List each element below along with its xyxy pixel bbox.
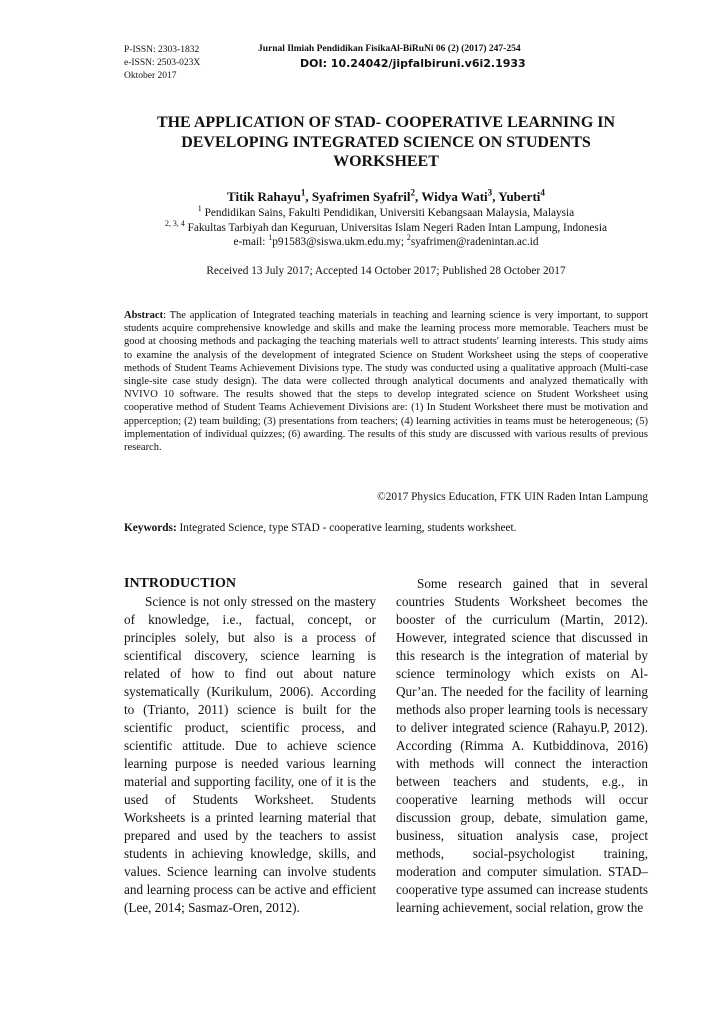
author-sep: ,	[415, 189, 422, 204]
email-sup: 2	[406, 233, 411, 243]
author-name: Widya Wati	[421, 189, 488, 204]
affiliations	[124, 206, 648, 250]
author-sup: 3	[487, 187, 493, 198]
keywords	[124, 522, 648, 534]
eissn: e-ISSN: 2503-023X	[124, 58, 201, 68]
copyright-line: ©2017 Physics Education, FTK UIN Raden Intan Lampung	[377, 491, 648, 503]
intro-paragraph-1: Science is not only stressed on the mastery of knowledge, i.e., factual, concept, or principles solely, but also is a process of scientifical discovery, science learning is related of how to find out about nature systematically (Kurikulum, 2006). According to (Trianto, 2011) science is built for the scientific product, scientific process, and scientific attitude. Due to achieve science learning purpose is needed various learning material and supporting facility, one of it is the used of Students Worksheet. Students Worksheets is a printed learning material that prepared and used by the teachers to assist students in achieving knowledge, skills, and values. Science learning can involve students and learning process can be active and efficient (Lee, 2014; Sasmaz-Oren, 2012).	[124, 594, 376, 915]
email-prefix: e-mail:	[233, 236, 269, 248]
intro-paragraph-2: Some research gained that in several countries Students Worksheet becomes the booster of the curriculum (Martin, 2012). However, integrated science that discussed in this research is the integration of material by science terminology which exists on Al-Qur’an. The needed for the facility of learning methods also proper learning tools is necessary to deliver integrated science (Rahayu.P, 2012). According (Rimma A. Kutbiddinova, 2016) with methods will connect the interaction between teachers and students, e.g., in cooperative learning methods will occur discussion group, debate, simulation game, business, situation analysis case, project methods, social-psychologist training, moderation and computer simulation. STAD–cooperative type assumed can increase students learning achievement, social relation, grow the	[396, 576, 648, 915]
abstract	[124, 309, 648, 454]
doi-link[interactable]: DOI: 10.24042/jipfalbiruni.v6i2.1933	[300, 57, 526, 70]
paper-title	[124, 113, 648, 172]
email-line	[124, 235, 648, 250]
author-sep: ,	[492, 189, 499, 204]
aff-sup: 1	[197, 204, 202, 214]
body-column-right	[396, 575, 648, 917]
email-2[interactable]: syafrimen@radenintan.ac.id	[410, 236, 539, 248]
issue-date: Oktober 2017	[124, 71, 177, 81]
received-dates: Received 13 July 2017; Accepted 14 October 2017; Published 28 October 2017	[206, 265, 566, 277]
title-line-1: THE APPLICATION OF STAD- COOPERATIVE LEARNING IN	[156, 114, 616, 131]
author-sep: ,	[305, 189, 312, 204]
journal-name: Jurnal Ilmiah Pendidikan FisikaAl-BiRuNi 06 (2) (2017) 247-254	[258, 44, 521, 54]
abstract-label: Abstract	[124, 310, 164, 321]
email-sup: 1	[268, 233, 273, 243]
keywords-text: Integrated Science, type STAD - cooperative learning, students worksheet.	[176, 522, 517, 534]
aff-sup: 2, 3, 4	[165, 218, 185, 228]
issn-block	[124, 44, 200, 83]
author-list	[124, 189, 648, 205]
section-heading-introduction: INTRODUCTION	[124, 576, 237, 591]
abstract-text: : The application of Integrated teaching materials in teaching and learning science is very important, to support students acquire comprehensive knowledge and skills and make the learning process more memorable. Teachers must be good at choosing methods and packaging the teaching materials well to attract students' learning interests. This study aims to examine the analysis of the development of integrated Science on Student Worksheet using the steps of cooperative methods of Student Teams Achievement Divisions type. The study was conducted using a qualitative approach (Multi-case single-site case study design). The data were collected through analytical documents and analyzed thematically with NVIVO 10 software. The results showed that the steps to develop integrated science on Student Worksheet using cooperative method of Student Teams Achievement Divisions are: (1) In Student Worksheet there must be motivation and apperception; (2) team building; (3) presentations from teachers; (4) learning activities in teams must be heterogeneous; (5) implementation of individual quizzes; (6) awarding. The results of this study are discussed with various results of previous research.	[124, 310, 648, 454]
title-line-3: WORKSHEET	[333, 153, 439, 170]
affiliation-1	[124, 206, 648, 221]
author-name: Syafrimen Syafril	[311, 189, 411, 204]
aff-text: Fakultas Tarbiyah dan Keguruan, Universitas Islam Negeri Raden Intan Lampung, Indonesia	[184, 221, 607, 234]
author-name: Titik Rahayu	[227, 189, 301, 204]
author-sup: 2	[410, 187, 416, 198]
title-line-2: DEVELOPING INTEGRATED SCIENCE ON STUDENTS	[181, 133, 591, 151]
pissn: P-ISSN: 2303-1832	[124, 45, 200, 55]
email-1[interactable]: p91583@siswa.ukm.edu.my;	[272, 236, 407, 248]
author-sup: 4	[540, 187, 545, 198]
affiliation-2	[124, 218, 648, 236]
body-column-left	[124, 575, 376, 917]
author-name: Yuberti	[498, 189, 541, 204]
aff-text: Pendidikan Sains, Fakulti Pendidikan, Universiti Kebangsaan Malaysia, Malaysia	[201, 207, 575, 219]
author-sup: 1	[300, 187, 306, 198]
keywords-label: Keywords:	[124, 522, 177, 534]
